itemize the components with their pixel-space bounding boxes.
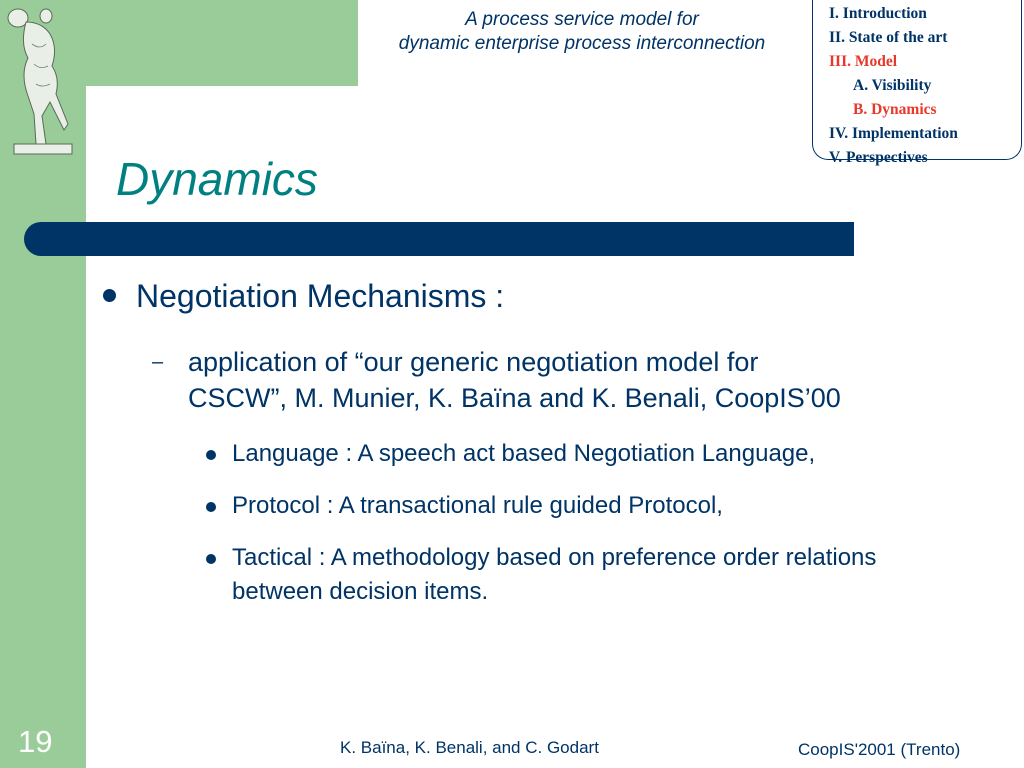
bullet-level2-line2: CSCW”, M. Munier, K. Baïna and K. Benali, CoopIS’00 [188,383,841,413]
dash-icon: – [152,351,164,373]
bullet-dot-icon [206,554,216,564]
toc-item-state-of-the-art: II. State of the art [829,29,948,46]
discobolus-statue-image [6,4,80,156]
presentation-title-line2: dynamic enterprise process interconnection [398,33,766,54]
table-of-contents [812,0,1022,166]
bullet-level1 [103,274,504,318]
presentation-title-line1: A process service model for [465,9,699,30]
page-number: 19 [18,724,53,759]
sub-bullet-text: Tactical : A methodology based on preference order relations [232,544,877,571]
toc-item-introduction: I. Introduction [829,5,927,22]
toc-item-perspectives: V. Perspectives [829,149,928,166]
presentation-title [362,8,802,56]
sub-bullet-language [206,437,1006,471]
sub-bullet-text: Language : A speech act based Negotiation Language, [232,440,816,467]
sub-bullet-text-continued: between decision items. [232,578,489,605]
toc-item-implementation: IV. Implementation [829,125,958,142]
sub-bullet-tactical [206,541,1006,609]
bullet-dot-icon [206,502,216,512]
slide-title: Dynamics [116,153,318,205]
sub-bullet-protocol [206,489,1006,523]
bullet-dot-icon [206,450,216,460]
toc-item-model: III. Model [829,53,898,70]
footer-venue: CoopIS'2001 (Trento) [798,740,961,759]
title-underline-bar [24,222,854,256]
footer-authors: K. Baïna, K. Benali, and C. Godart [340,738,599,757]
bullet-level2 [152,344,1002,416]
toc-item-visibility: A. Visibility [853,77,932,94]
bullet-level2-line1: application of “our generic negotiation model for [188,347,759,377]
sub-bullet-text: Protocol : A transactional rule guided Protocol, [232,492,723,519]
toc-item-dynamics: B. Dynamics [853,101,937,118]
bullet-level1-text: Negotiation Mechanisms : [136,278,505,314]
bullet-dot-icon [103,289,116,302]
